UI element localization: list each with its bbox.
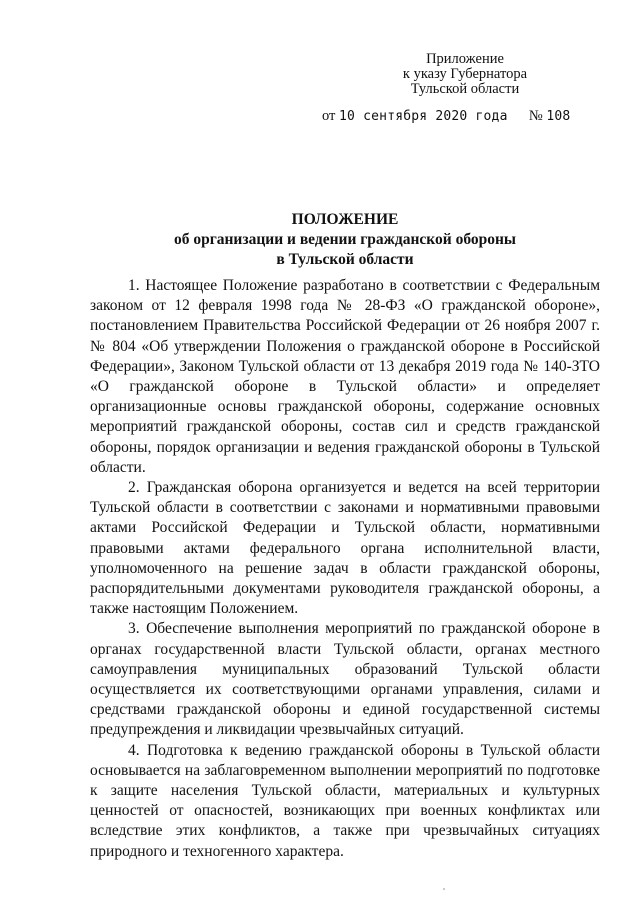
- title-subject: об организации и ведении гражданской обороны: [173, 231, 517, 248]
- decree-number-sign: №: [528, 108, 543, 124]
- decree-date: 10 сентября 2020 года: [339, 109, 508, 124]
- paragraph-3: 3. Обеспечение выполнения мероприятий по гражданской обороне в органах государственной власти Тульской области, органах местного самоуправления муниципальных образований Тульской области осуществляется их соответствующими органами управления, силами и средствами гражданской обороны и единой государственной системы предупреждения и ликвидации чрезвычайных ситуаций.: [90, 620, 600, 739]
- appendix-label: Приложение: [426, 51, 504, 67]
- scan-speck: [443, 888, 445, 890]
- decree-date-number: [322, 108, 570, 125]
- appendix-decree-reference: к указу Губернатора: [402, 66, 528, 82]
- paragraph-1: 1. Настоящее Положение разработано в соответствии с Федеральным законом от 12 февраля 1998 года № 28-ФЗ «О гражданской обороне», постановлением Правительства Российской Федерации от 26 ноября 2007 г. № 804 «Об утверждении Положения о гражданской обороне в Российской Федерации», Законом Тульской области от 13 декабря 2019 года № 140-ЗТО «О гражданской обороне в Тульской области» и определяет организационные основы гражданской обороны, содержание основных мероприятий гражданской обороны, состав сил и средств гражданской обороны, порядок организации и ведения гражданской обороны в Тульской области.: [90, 277, 600, 476]
- title-main: ПОЛОЖЕНИЕ: [291, 211, 399, 228]
- decree-number: 108: [546, 109, 571, 124]
- appendix-header: [380, 52, 550, 97]
- document-title: [90, 210, 600, 270]
- document-body: [90, 276, 600, 862]
- paragraph-4: 4. Подготовка к ведению гражданской обороны в Тульской области основывается на заблаговременном выполнении мероприятий по подготовке к защите населения Тульской области, материальных и культурных ценностей от опасностей, возникающих при военных конфликтах или вследствие этих конфликтов, а также при чрезвычайных ситуациях природного и техногенного характера.: [90, 741, 600, 860]
- paragraph-2: 2. Гражданская оборона организуется и ведется на всей территории Тульской области в соответствии с законами и нормативными правовыми актами Российской Федерации и Тульской области, нормативными правовыми актами федерального органа исполнительной власти, уполномоченного на решение задач в области гражданской обороны, распорядительными документами руководителя гражданской обороны, а также настоящим Положением.: [90, 479, 600, 618]
- title-region: в Тульской области: [276, 251, 414, 268]
- appendix-region: Тульской области: [410, 81, 520, 97]
- decree-prefix: от: [322, 108, 336, 124]
